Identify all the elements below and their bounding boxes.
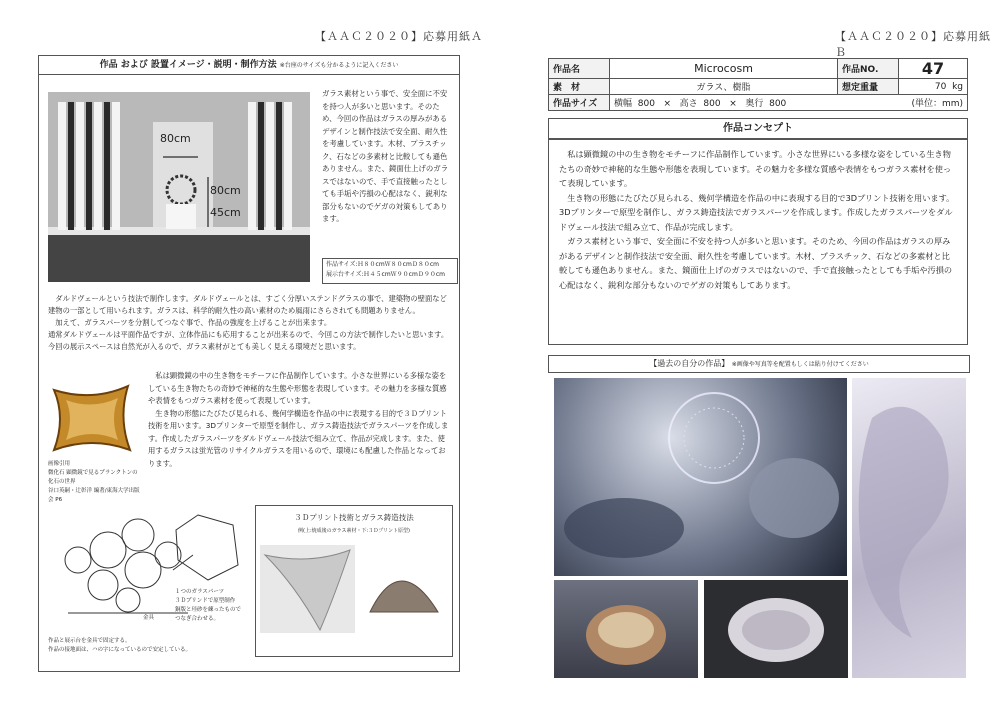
tech-title: ３Ｄプリント技術とガラス鋳造技法 <box>294 513 414 522</box>
past-work-1-svg <box>554 378 847 576</box>
title-label: 作品名 <box>549 59 610 79</box>
past-works-header <box>548 355 970 373</box>
installation-image <box>48 92 310 282</box>
past-work-photo-2 <box>852 378 966 678</box>
title-value: Microcosm <box>610 59 838 79</box>
no-label: 作品NO. <box>838 59 899 79</box>
installation-render <box>48 92 310 282</box>
height-label: 高さ <box>679 99 698 109</box>
dim-base-label: 45cm <box>210 206 241 219</box>
weight-label: 想定重量 <box>838 79 899 95</box>
dim-height-label: 80cm <box>210 184 241 197</box>
weight-unit: kg <box>952 81 963 92</box>
no-value: 47 <box>899 59 968 79</box>
section-title-text: 作品 および 設置イメージ・説明・制作方法 <box>99 60 277 70</box>
concept-box <box>548 138 968 345</box>
metal-label: 金具 <box>143 615 155 621</box>
print-model-image <box>360 550 448 620</box>
diatom-svg <box>48 380 136 456</box>
material-value: ガラス、樹脂 <box>610 79 838 95</box>
install-text: ガラス素材という事で、安全面に不安を持つ人が多いと思います。そのため、今回の作品はガラスの厚みがあるデザインと制作技法で安全面、耐久性を考慮しています。木材、プラスチック、石などの多素材と比較しても遜色ありません。また、鏡面仕上げのガラスではないので、手で直接触ったとしても手垢や汚損の心配はなく、鋭利な部分もないのでゲガの対策もしてあります。 <box>322 89 449 223</box>
image-citation: 画像引用 微化石 顕微鏡で見るプランクトンの化石の世界 谷口英嗣・辻彰洋 編著/東海大学出版会 P6 <box>48 461 140 503</box>
size-box <box>322 258 458 284</box>
page-header-b: 【ＡＡＣ２０２０】応募用紙Ｂ <box>835 30 991 59</box>
print-model-svg <box>360 550 448 620</box>
section-title <box>39 56 459 75</box>
past-work-photo-3 <box>554 580 698 678</box>
glass-sample-svg <box>260 545 355 633</box>
width-value: 800 <box>637 99 655 109</box>
motif-text: 私は顕微鏡の中の生き物をモチーフに作品制作しています。小さな世界にいる多様な姿をしている生き物たちの奇妙で神秘的な生態や形態を表現しています。その魅力を多様な質感や表情をもつガラス素材を使って表現しています。 生き物の形態にたびたび見られる、幾何学構造を作品の中に表現する目的で３Ｄプリント技術を用います。3Dプリンターで原型を制作し、ガラス鋳造技法でガラスパーツを作成します。作成したガラスパーツをダルドヴェール技法で組み立て、作品が完成します。また、使用するガラスは蛍光管のリサイクルガラスを用いるので、環境にも配慮した作品となっております。 <box>148 371 449 468</box>
depth-value: 800 <box>769 99 787 109</box>
past-work-4-svg <box>704 580 848 678</box>
times-2: × <box>729 99 737 109</box>
times-1: × <box>663 99 672 109</box>
concept-title: 作品コンセプト <box>548 118 968 140</box>
depth-label: 奥行 <box>745 99 764 109</box>
size-label: 作品サイズ <box>549 95 610 111</box>
glass-sample-image <box>260 545 355 633</box>
parts-note: １つのガラスパーツ ３Ｄプリンドで原型制作 銅版と珪砂を練ったもので つなぎ合わせる。 <box>175 589 242 622</box>
base-note: 作品と展示台を金具で固定する。 作品の接地面は、ハの字になっているので安定している。 <box>48 638 192 653</box>
past-title: 【過去の自分の作品】 <box>649 359 730 368</box>
diatom-image <box>48 380 136 456</box>
width-label: 横幅 <box>614 99 633 109</box>
concept-text: 私は顕微鏡の中の生き物をモチーフに作品制作しています。小さな世界にいる多様な姿をしている生き物たちの奇妙で神秘的な生態や形態を表現しています。その魅力を多様な質感や表情をもつガラス素材を使って表現しています。 生き物の形態にたびたび見られる、幾何学構造を作品の中に表現する目的で3Dプリント技術を用います。3Dプリンターで原型を制作し、ガラス鋳造技法でガラスパーツを作成します。作成したガラスパーツをダルドヴェール技法で組み立て、作品が完成します。 ガラス素材という事で、安全面に不安を持つ人が多いと思います。そのため、今回の作品はガラスの厚みがあるデザインと制作技法で安全面、耐久性を考慮しています。木材、プラスチック、石などの多素材と比較しても遜色ありません。また、鏡面仕上げのガラスではないので、手で直接触ったとしても手垢や汚損の心配はなく、鋭利な部分もないのでゲガの対策もしてあります。 <box>559 149 955 290</box>
tech-note: 例(上:焼成後のガラス素材・下:３Ｄプリント原型) <box>298 528 410 534</box>
past-work-2-svg <box>852 378 966 678</box>
weight-value: 70 <box>934 81 947 92</box>
past-work-photo-1 <box>554 378 847 576</box>
past-note: ※画像や写真等を配置もしくは貼り付けてください <box>731 361 869 368</box>
height-value: 800 <box>703 99 721 109</box>
past-work-photo-4 <box>704 580 848 678</box>
dim-width-label: 80cm <box>160 132 191 145</box>
section-note: ※台座のサイズも分かるように記入ください <box>279 62 399 69</box>
info-table <box>548 58 968 111</box>
page-header-a: 【ＡＡＣ２０２０】応募用紙Ａ <box>315 30 483 43</box>
display-size: 展示台サイズ:Ｈ４５cmＷ９０cmＤ９０cm <box>326 271 445 278</box>
material-label: 素 材 <box>549 79 610 95</box>
size-unit: (単位：mm) <box>911 99 963 109</box>
method-text: ダルドヴェールという技法で制作します。ダルドヴェールとは、すごく分厚いステンドグラスの事で、建築物の壁面など建物の一部として用いられます。ガラスは、科学的耐久性の高い素材のため風雨にさらされても問題ありません。 加えて、ガラスパーツを分割してつなぐ事で、作品の強度を上げることが出来ます。 通常ダルドヴェールは平面作品ですが、立体作品にも応用することが出来るので、今回この方法で制作したいと思います。今回の展示スペースは自然光が入るので、ガラス素材がとても美しく見える環境だと思います。 <box>48 294 449 351</box>
past-work-3-svg <box>554 580 698 678</box>
work-size: 作品サイズ:Ｈ８０cmＷ８０cmＤ８０cm <box>326 261 439 268</box>
